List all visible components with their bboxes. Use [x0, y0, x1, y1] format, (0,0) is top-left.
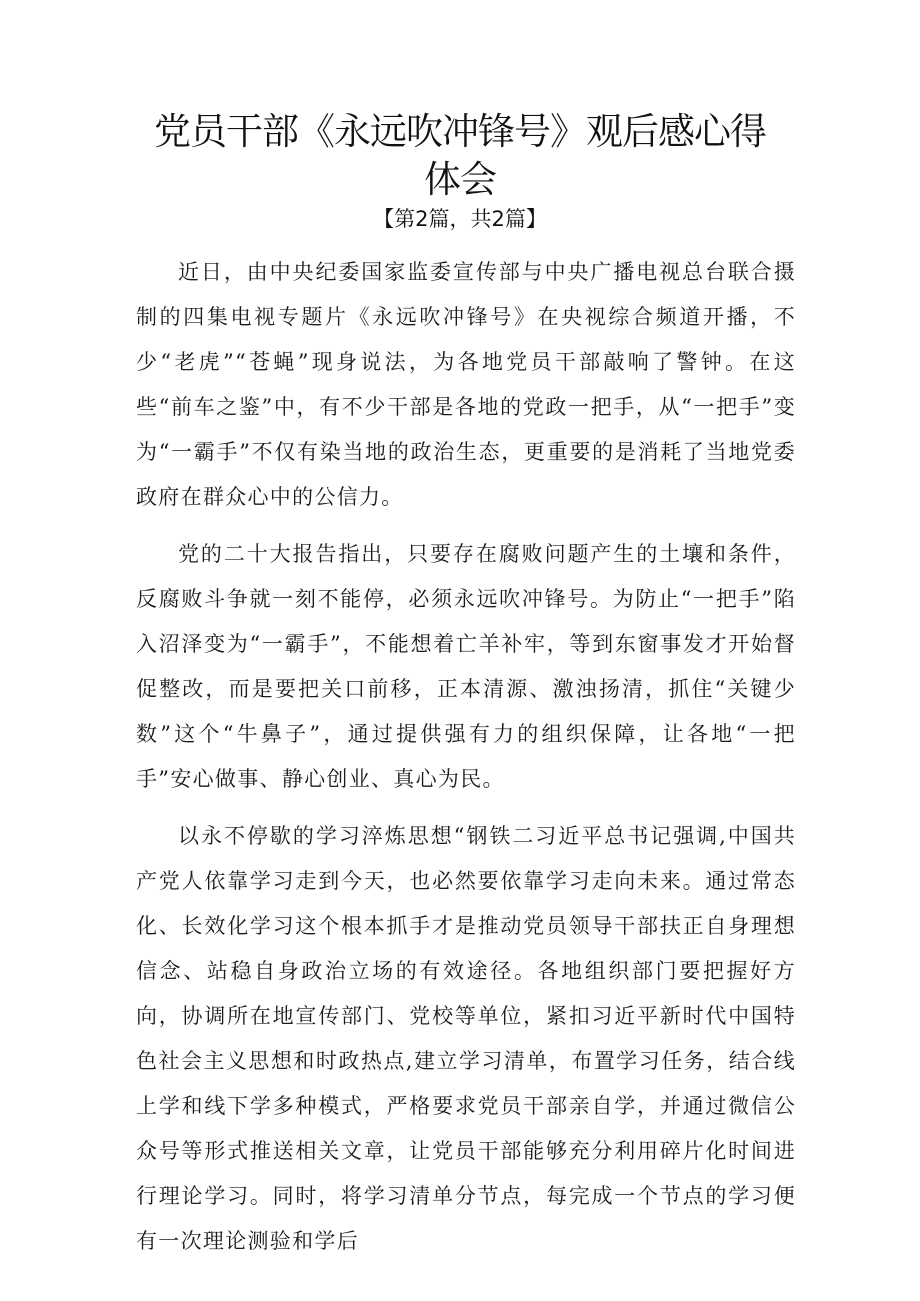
document-subtitle: 【第2篇，共2篇】: [373, 207, 547, 231]
paragraph: 近日，由中央纪委国家监委宣传部与中央广播电视总台联合摄制的四集电视专题片《永远吹冲锋号》在央视综合频道开播，不少“老虎”“苍蝇”现身说法，为各地党员干部敲响了警钟。在这些“前车之鉴”中，有不少干部是各地的党政一把手，从“一把手”变为“一霸手”不仅有染当地的政治生态，更重要的是消耗了当地党委政府在群众心中的公信力。: [136, 260, 796, 509]
document-title: 党员干部《永远吹冲锋号》观后感心得体会: [154, 110, 766, 201]
paragraph: 党的二十大报告指出，只要存在腐败问题产生的土壤和条件，反腐败斗争就一刻不能停，必须永远吹冲锋号。为防止“一把手”陷入沼泽变为“一霸手”，不能想着亡羊补牢，等到东窗事发才开始督促整改，而是要把关口前移，正本清源、激浊扬清，抓住“关键少数”这个“牛鼻子”，通过提供强有力的组织保障，让各地“一把手”安心做事、静心创业、真心为民。: [136, 542, 796, 791]
document-body: [136, 250, 796, 1276]
paragraph: 以永不停歇的学习淬炼思想“钢铁二习近平总书记强调,中国共产党人依靠学习走到今天，也必然要依靠学习走向未来。通过常态化、长效化学习这个根本抓手才是推动党员领导干部扶正自身理想信念、站稳自身政治立场的有效途径。各地组织部门要把握好方向，协调所在地宣传部门、党校等单位，紧扣习近平新时代中国特色社会主义思想和时政热点,建立学习清单，布置学习任务，结合线上学和线下学多种模式，严格要求党员干部亲自学，并通过微信公众号等形式推送相关文章，让党员干部能够充分利用碎片化时间进行理论学习。同时，将学习清单分节点，每完成一个节点的学习便有一次理论测验和学后: [136, 824, 796, 1253]
